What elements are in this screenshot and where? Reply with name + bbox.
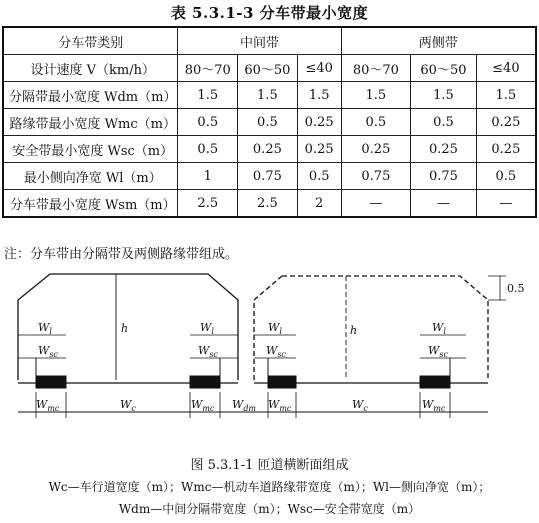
- legend-line-1: Wc—车行道宽度（m）；Wmc—机动车道路缘带宽度（m）；Wl—侧向净宽（m）；: [48, 480, 491, 494]
- median-curb-block: [268, 376, 296, 388]
- wmc-label-1: $W_{mc}$: [36, 398, 60, 413]
- table-cell: 0.5: [178, 109, 238, 136]
- wdm-label: $W_{dm}$: [232, 398, 257, 413]
- figure-caption: 图 5.3.1-1 匝道横断面组成: [190, 458, 349, 473]
- speed-cell: ≤40: [297, 55, 341, 82]
- table-cell: 0.75: [411, 163, 477, 190]
- table-cell: 1.5: [411, 82, 477, 109]
- table-cell: 1: [178, 163, 238, 190]
- right-section: [254, 276, 525, 388]
- wsc-label-outer: $W_{sc}$: [428, 344, 448, 359]
- table-cell: 0.5: [238, 109, 298, 136]
- left-curb-block: [36, 376, 66, 388]
- table-cell: 0.25: [341, 136, 411, 163]
- table-cell: —: [341, 190, 411, 218]
- header-row: [3, 27, 536, 55]
- table-title: 表 5.3.1-3 分车带最小宽度: [170, 4, 369, 22]
- table-cell: 0.5: [341, 109, 411, 136]
- table-cell: 1.5: [476, 82, 536, 109]
- row-label: 安全带最小宽度 Wsc（m）: [3, 136, 178, 163]
- row-label: 分车带最小宽度 Wsm（m）: [3, 190, 178, 218]
- bottom-dimension-chain: [18, 392, 488, 418]
- table-cell: 2.5: [238, 190, 298, 218]
- table-cell: 0.75: [341, 163, 411, 190]
- table-note: 注：分车带由分隔带及两侧路缘带组成。: [4, 247, 239, 262]
- table-cell: 0.25: [411, 136, 477, 163]
- table-cell: —: [476, 190, 536, 218]
- row-label: 分隔带最小宽度 Wdm（m）: [3, 82, 178, 109]
- speed-cell: ≤40: [476, 55, 536, 82]
- wl-label-left: $W_l$: [38, 321, 52, 336]
- table-cell: 0.25: [297, 109, 341, 136]
- table-row: [3, 82, 536, 109]
- table-cell: 2: [297, 190, 341, 218]
- table-cell: 1.5: [178, 82, 238, 109]
- speed-cell: 60～50: [411, 55, 477, 82]
- table-cell: 0.75: [238, 163, 298, 190]
- table-cell: 0.25: [476, 136, 536, 163]
- h2-label: h: [350, 324, 358, 337]
- h-label: h: [121, 322, 129, 335]
- table-cell: 0.5: [178, 136, 238, 163]
- table-cell: 0.5: [411, 109, 477, 136]
- row-label: 路缘带最小宽度 Wmc（m）: [3, 109, 178, 136]
- wmc-label-2: $W_{mc}$: [191, 398, 215, 413]
- table-cell: 1.5: [238, 82, 298, 109]
- table-cell: 0.25: [238, 136, 298, 163]
- wsc-label-left: $W_{sc}$: [38, 344, 58, 359]
- table-cell: 1.5: [297, 82, 341, 109]
- min-width-table: [2, 26, 537, 218]
- header-middle: 中间带: [178, 27, 341, 55]
- right-curb-block: [190, 376, 220, 388]
- table-cell: 0.25: [297, 136, 341, 163]
- wl-label-right: $W_l$: [200, 321, 214, 336]
- header-category: 分车带类别: [3, 27, 178, 55]
- wmc-label-3: $W_{mc}$: [268, 398, 292, 413]
- left-section: [18, 274, 238, 388]
- table-cell: —: [411, 190, 477, 218]
- wl-label-median: $W_l$: [268, 321, 282, 336]
- header-both-sides: 两侧带: [341, 27, 536, 55]
- table-cell: 2.5: [178, 190, 238, 218]
- speed-cell: 60～50: [238, 55, 298, 82]
- legend-line-2: Wdm—中间分隔带宽度（m）；Wsc—安全带宽度（m）: [118, 502, 421, 516]
- dim-05-label: 0.5: [507, 282, 525, 295]
- speed-label: 设计速度 V（km/h）: [3, 55, 178, 82]
- speed-cell: 80～70: [341, 55, 411, 82]
- row-label: 最小侧向净宽 Wl（m）: [3, 163, 178, 190]
- table-cell: 0.5: [476, 163, 536, 190]
- speed-cell: 80～70: [178, 55, 238, 82]
- wsc-label-right: $W_{sc}$: [198, 344, 218, 359]
- table-row: [3, 109, 536, 136]
- table-cell: 0.5: [297, 163, 341, 190]
- cross-section-diagram: [0, 262, 539, 448]
- wsc-label-median: $W_{sc}$: [266, 344, 286, 359]
- table-cell: 1.5: [341, 82, 411, 109]
- outer-curb-block: [420, 376, 450, 388]
- table-row: [3, 190, 536, 218]
- wc-label-right: $W_c$: [352, 398, 368, 413]
- table-cell: 0.25: [476, 109, 536, 136]
- speed-row: [3, 55, 536, 82]
- wc-label-left: $W_c$: [120, 398, 136, 413]
- wl-label-outer: $W_l$: [432, 321, 446, 336]
- right-clearance-top: [282, 276, 488, 380]
- table-row: [3, 136, 536, 163]
- wmc-label-4: $W_{mc}$: [422, 398, 446, 413]
- table-row: [3, 163, 536, 190]
